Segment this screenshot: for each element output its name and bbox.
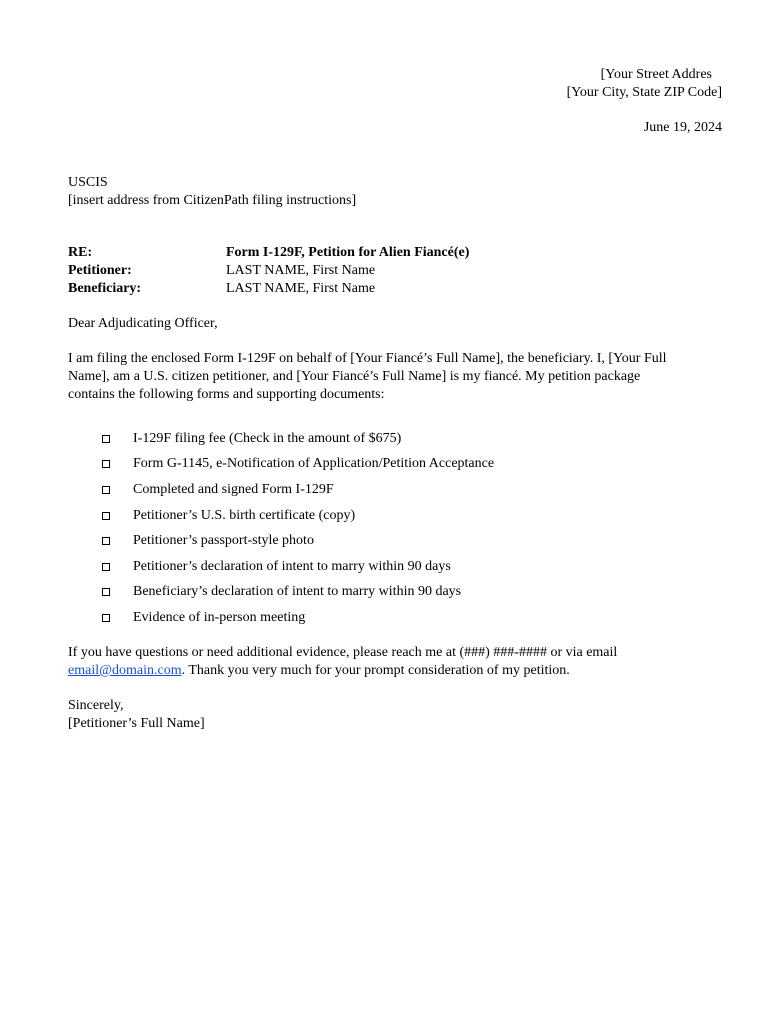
checklist-item [102,605,494,631]
checklist-item [102,426,494,452]
re-label: RE: [68,245,93,260]
checkbox-icon[interactable] [102,486,110,494]
beneficiary-label: Beneficiary: [68,281,142,296]
re-value: Form I-129F, Petition for Alien Fiancé(e) [226,245,470,260]
petitioner-row [68,262,469,280]
checklist-item-label: Petitioner’s U.S. birth certificate (copy) [133,507,356,523]
closing-text-before-email: If you have questions or need additional evidence, please reach me at (###) ###-#### or via email [68,645,618,660]
recipient-address [68,174,356,210]
beneficiary-value: LAST NAME, First Name [226,281,376,296]
checkbox-icon[interactable] [102,563,110,571]
sender-city-line: [Your City, State ZIP Code] [566,85,722,100]
email-link[interactable]: email@domain.com [68,663,182,678]
checklist-item [102,452,494,478]
checklist-item-label: Petitioner’s declaration of intent to marry within 90 days [133,558,451,574]
checklist-item-label: Petitioner’s passport-style photo [133,533,314,549]
intro-paragraph: I am filing the enclosed Form I-129F on behalf of [Your Fiancé’s Full Name], the beneficiary. I, [Your Full Name], am a U.S. citizen petitioner, and [Your Fiancé’s Full Name] is my fiancé. My petition package contains the following forms and supporting documents: [68,351,667,402]
petitioner-value: LAST NAME, First Name [226,263,376,278]
sender-address [567,66,722,102]
document-checklist [102,426,494,631]
signoff [68,697,205,733]
closing-text-after-email: . Thank you very much for your prompt consideration of my petition. [181,663,570,678]
checkbox-icon[interactable] [102,537,110,545]
checklist-item-label: Evidence of in-person meeting [133,609,306,625]
checklist-item-label: Form G-1145, e-Notification of Application/Petition Acceptance [133,456,495,472]
checklist-item [102,477,494,503]
petitioner-signature-name: [Petitioner’s Full Name] [68,716,205,731]
checklist-item [102,503,494,529]
sender-street: [Your Street Addres [600,67,712,82]
checklist-item-label: Completed and signed Form I-129F [133,481,334,497]
checkbox-icon[interactable] [102,588,110,596]
valediction: Sincerely, [68,698,124,713]
petitioner-label: Petitioner: [68,263,132,278]
checkbox-icon[interactable] [102,435,110,443]
checkbox-icon[interactable] [102,460,110,468]
checklist-item [102,554,494,580]
recipient-name: USCIS [68,175,108,190]
re-row [68,244,469,262]
letter-date: June 19, 2024 [643,120,722,135]
re-block [68,244,469,298]
beneficiary-row [68,280,469,298]
checkbox-icon[interactable] [102,614,110,622]
checklist-item [102,528,494,554]
salutation: Dear Adjudicating Officer, [68,316,218,331]
recipient-address-line: [insert address from CitizenPath filing instructions] [68,193,357,208]
closing-paragraph [68,644,688,680]
checklist-item [102,580,494,606]
checklist-item-label: I-129F filing fee (Check in the amount of $675) [133,430,402,446]
checkbox-icon[interactable] [102,512,110,520]
checklist-item-label: Beneficiary’s declaration of intent to marry within 90 days [133,584,462,600]
